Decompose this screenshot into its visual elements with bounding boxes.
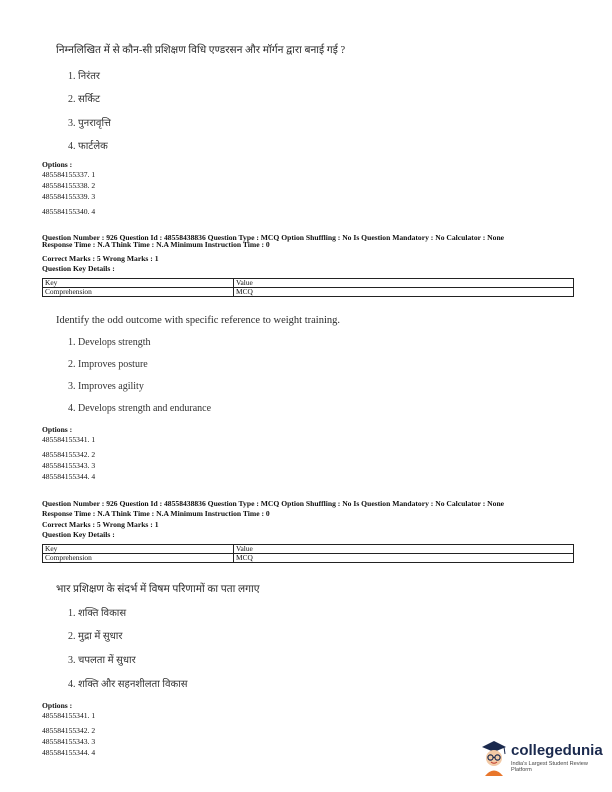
marks: Correct Marks : 5 Wrong Marks : 1 xyxy=(42,254,159,263)
question-text: निम्नलिखित में से कौन-सी प्रशिक्षण विधि एण्डरसन और मॉर्गन द्वारा बनाई गई ? xyxy=(56,45,346,56)
collegedunia-logo xyxy=(478,738,608,778)
question-text: Identify the odd outcome with specific reference to weight training. xyxy=(56,315,340,326)
option-id: 485584155339. 3 xyxy=(42,192,96,201)
option-2: 2. मुद्रा में सुधार xyxy=(68,631,123,642)
option-id: 485584155342. 2 xyxy=(42,450,96,459)
key-table xyxy=(42,278,574,297)
option-id: 485584155342. 2 xyxy=(42,726,96,735)
brand-name: collegedunia xyxy=(511,742,603,759)
table-header-key: Key xyxy=(43,545,234,554)
option-2: 2. Improves posture xyxy=(68,359,148,370)
table-header-value: Value xyxy=(234,545,574,554)
option-1: 1. शक्ति विकास xyxy=(68,608,127,619)
key-table xyxy=(42,544,574,563)
key-details-label: Question Key Details : xyxy=(42,530,115,539)
table-header-value: Value xyxy=(234,279,574,288)
options-label: Options : xyxy=(42,701,73,710)
option-id: 485584155341. 1 xyxy=(42,435,96,444)
option-2: 2. सर्किट xyxy=(68,94,101,105)
option-1: 1. Develops strength xyxy=(68,337,151,348)
option-3: 3. पुनरावृत्ति xyxy=(68,118,111,129)
option-id: 485584155343. 3 xyxy=(42,737,96,746)
option-4: 4. शक्ति और सहनशीलता विकास xyxy=(68,679,188,690)
brand-tagline: India's Largest Student Review Platform xyxy=(511,761,588,773)
response-meta: Response Time : N.A Think Time : N.A Minimum Instruction Time : 0 xyxy=(42,509,270,518)
option-id: 485584155344. 4 xyxy=(42,472,96,481)
key-details-label: Question Key Details : xyxy=(42,264,115,273)
question-text: भार प्रशिक्षण के संदर्भ में विषम परिणामों का पता लगाए xyxy=(56,584,260,595)
option-id: 485584155338. 2 xyxy=(42,181,96,190)
table-cell-key: Comprehension xyxy=(43,554,234,563)
question-meta: Question Number : 926 Question Id : 48558438836 Question Type : MCQ Option Shuffling : No Is Question Mandatory : No Calculator : None xyxy=(42,233,505,242)
table-cell-value: MCQ xyxy=(234,554,574,563)
table-header-key: Key xyxy=(43,279,234,288)
question-meta: Question Number : 926 Question Id : 48558438836 Question Type : MCQ Option Shuffling : No Is Question Mandatory : No Calculator : None xyxy=(42,499,505,508)
option-id: 485584155343. 3 xyxy=(42,461,96,470)
option-4: 4. Develops strength and endurance xyxy=(68,403,212,414)
options-label: Options : xyxy=(42,425,73,434)
table-cell-key: Comprehension xyxy=(43,288,234,297)
response-meta: Response Time : N.A Think Time : N.A Minimum Instruction Time : 0 xyxy=(42,240,270,249)
option-3: 3. Improves agility xyxy=(68,381,144,392)
option-1: 1. निरंतर xyxy=(68,71,101,82)
mascot-icon xyxy=(478,738,510,778)
option-id: 485584155337. 1 xyxy=(42,170,96,179)
option-id: 485584155340. 4 xyxy=(42,207,96,216)
marks: Correct Marks : 5 Wrong Marks : 1 xyxy=(42,520,159,529)
table-cell-value: MCQ xyxy=(234,288,574,297)
options-label: Options : xyxy=(42,160,73,169)
option-3: 3. चपलता में सुधार xyxy=(68,655,136,666)
option-id: 485584155341. 1 xyxy=(42,711,96,720)
option-4: 4. फार्टलेक xyxy=(68,141,108,152)
option-id: 485584155344. 4 xyxy=(42,748,96,757)
